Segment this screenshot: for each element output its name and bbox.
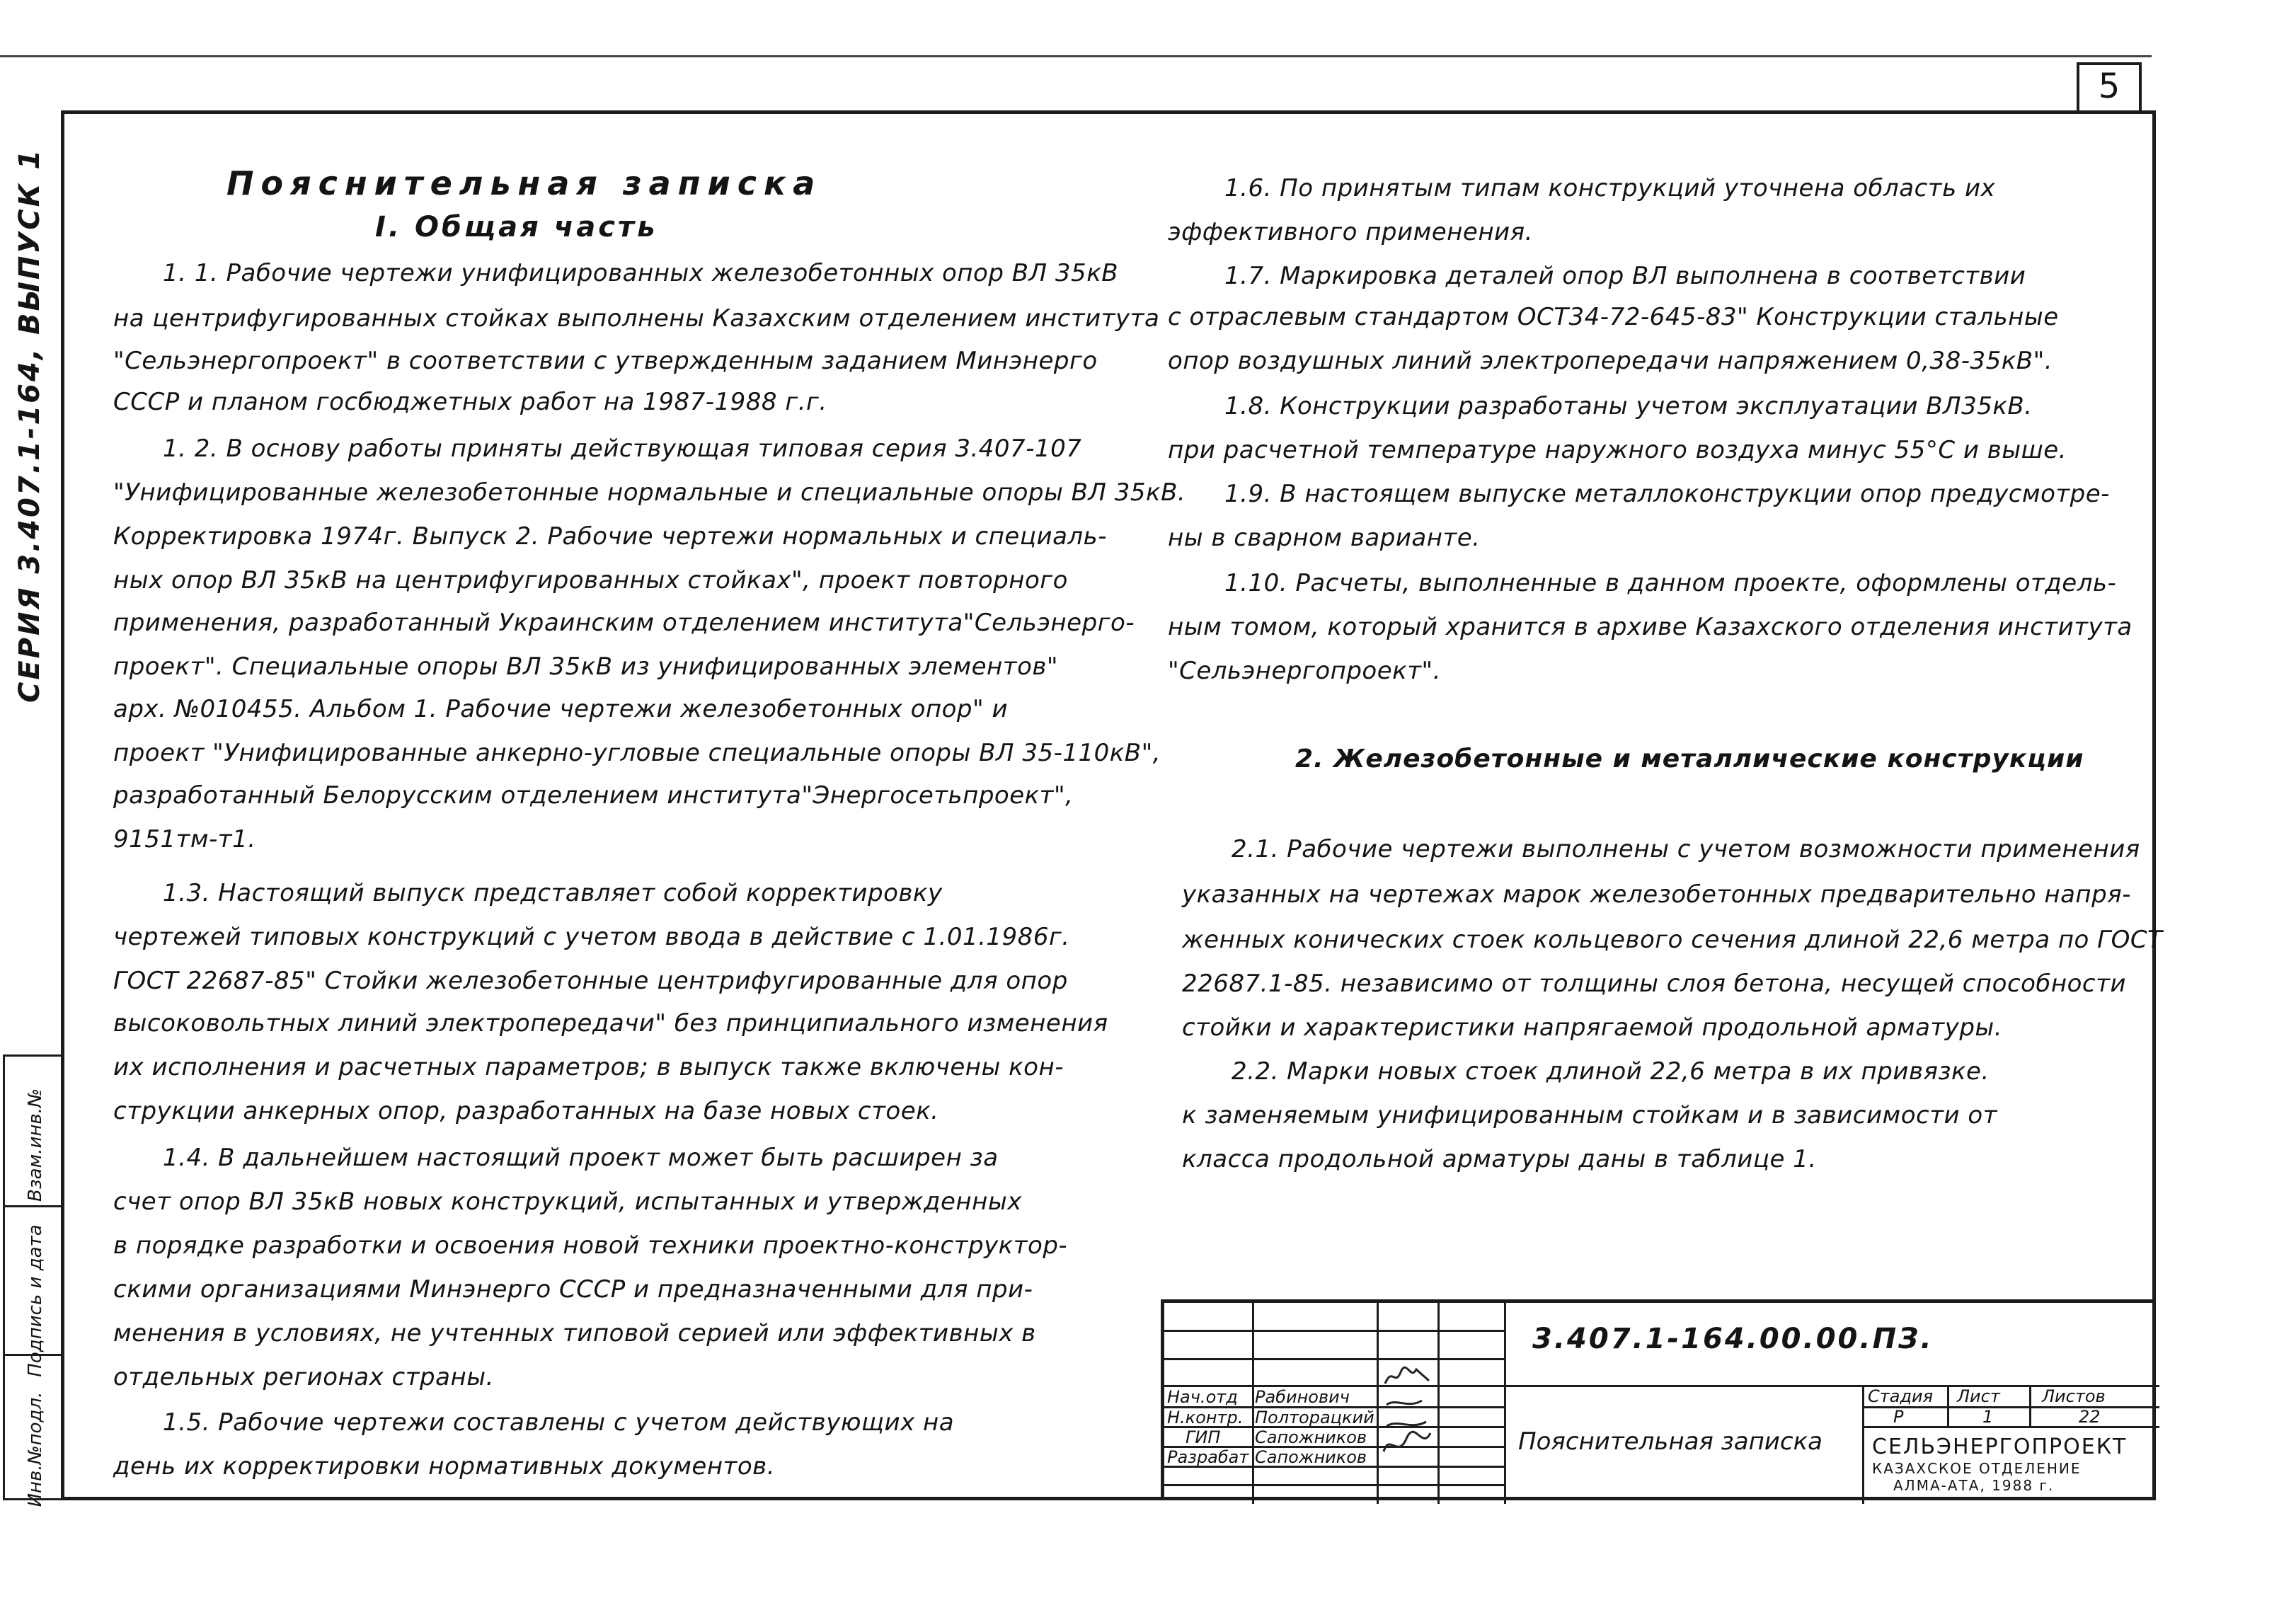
text-line: 1.5. Рабочие чертежи составлены с учетом действующих на bbox=[163, 1408, 955, 1437]
text-line: чертежей типовых конструкций с учетом ввода в действие с 1.01.1986г. bbox=[113, 923, 1070, 951]
stage-value: Р bbox=[1893, 1407, 1904, 1427]
text-line: к заменяемым унифицированным стойкам и в зависимости от bbox=[1182, 1101, 1998, 1129]
text-line: 22687.1-85. независимо от толщины слоя бетона, несущей способности bbox=[1182, 970, 2127, 998]
text-line: 1.3. Настоящий выпуск представляет собой корректировку bbox=[163, 879, 943, 907]
side-stamp-signature: Подпись и дата bbox=[25, 1224, 46, 1377]
text-line: на центрифугированных стойках выполнены Казахским отделением института bbox=[113, 304, 1160, 333]
section2-title: 2. Железобетонные и металлические конструкции bbox=[1295, 745, 2084, 774]
role-label: Нач.отд bbox=[1167, 1387, 1238, 1407]
side-stamp-inv: Инв.№подл. bbox=[25, 1391, 46, 1507]
side-stamp-divider bbox=[5, 1205, 62, 1207]
sheet-number-box bbox=[2077, 62, 2142, 110]
text-line: Корректировка 1974г. Выпуск 2. Рабочие чертежи нормальных и специаль- bbox=[113, 522, 1107, 551]
text-line: день их корректировки нормативных документов. bbox=[113, 1452, 776, 1481]
text-line: 1.4. В дальнейшем настоящий проект может быть расширен за bbox=[163, 1144, 999, 1172]
stage-label: Стадия bbox=[1868, 1386, 1934, 1406]
text-line: проект". Специальные опоры ВЛ 35кВ из унифицированных элементов" bbox=[113, 653, 1059, 681]
sheet-label: Лист bbox=[1957, 1386, 2000, 1406]
doc-name: Пояснительная записка bbox=[1518, 1427, 1823, 1456]
role-label: Разрабат bbox=[1167, 1447, 1249, 1467]
text-line: "Сельэнергопроект". bbox=[1168, 657, 1441, 685]
top-rule bbox=[0, 55, 2152, 57]
text-line: указанных на чертежах марок железобетонных предварительно напря- bbox=[1182, 880, 2131, 909]
text-line: СССР и планом госбюджетных работ на 1987-1988 г.г. bbox=[113, 388, 827, 416]
text-line: проект "Унифицированные анкерно-угловые специальные опоры ВЛ 35-110кВ", bbox=[113, 739, 1161, 767]
text-line: 1.7. Маркировка деталей опор ВЛ выполнена в соответствии bbox=[1224, 262, 2026, 290]
signatures bbox=[1379, 1360, 1436, 1466]
text-line: ны в сварном варианте. bbox=[1168, 524, 1481, 552]
side-stamp-replace: Взам.инв.№ bbox=[25, 1088, 46, 1202]
text-line: ным томом, который хранится в архиве Казахского отделения института bbox=[1168, 613, 2133, 641]
text-line: "Сельэнергопроект" в соответствии с утвержденным заданием Минэнерго bbox=[113, 347, 1098, 375]
text-line: в порядке разработки и освоения новой техники проектно-конструктор- bbox=[113, 1231, 1068, 1260]
text-line: класса продольной арматуры даны в таблице 1. bbox=[1182, 1145, 1817, 1173]
series-vertical-label: СЕРИЯ 3.407.1-164, ВЫПУСК 1 bbox=[13, 147, 46, 703]
role-person: Рабинович bbox=[1255, 1387, 1350, 1407]
org-name: СЕЛЬЭНЕРГОПРОЕКТ bbox=[1872, 1435, 2128, 1459]
text-line: разработанный Белорусским отделением института"Энергосетьпроект", bbox=[113, 781, 1074, 810]
text-line: 2.2. Марки новых стоек длиной 22,6 метра в их привязке. bbox=[1232, 1057, 1990, 1086]
text-line: 1.10. Расчеты, выполненные в данном проекте, оформлены отдель- bbox=[1224, 569, 2117, 597]
text-line: струкции анкерных опор, разработанных на базе новых стоек. bbox=[113, 1097, 939, 1125]
sheets-value: 22 bbox=[2079, 1407, 2101, 1427]
text-line: отдельных регионах страны. bbox=[113, 1363, 494, 1391]
text-line: счет опор ВЛ 35кВ новых конструкций, испытанных и утвержденных bbox=[113, 1188, 1022, 1216]
role-person: Полторацкий bbox=[1255, 1408, 1374, 1427]
text-line: 1. 2. В основу работы приняты действующая типовая серия 3.407-107 bbox=[163, 435, 1082, 463]
role-person: Сапожников bbox=[1255, 1447, 1367, 1467]
side-stamp bbox=[3, 1054, 64, 1507]
text-line: эффективного применения. bbox=[1168, 218, 1533, 246]
text-line: при расчетной температуре наружного воздуха минус 55°С и выше. bbox=[1168, 436, 2067, 464]
section1-title: I. Общая часть bbox=[375, 211, 658, 243]
text-line: 1.8. Конструкции разработаны учетом эксплуатации ВЛ35кВ. bbox=[1224, 392, 2033, 420]
text-line: опор воздушных линий электропередачи напряжением 0,38-35кВ". bbox=[1168, 347, 2053, 375]
doc-code: 3.407.1-164.00.00.ПЗ. bbox=[1532, 1323, 1934, 1355]
text-line: применения, разработанный Украинским отделением института"Сельэнерго- bbox=[113, 609, 1135, 637]
text-line: высоковольтных линий электропередачи" без принципиального изменения bbox=[113, 1009, 1108, 1037]
role-person: Сапожников bbox=[1255, 1427, 1367, 1447]
role-label: ГИП bbox=[1186, 1427, 1221, 1447]
text-line: скими организациями Минэнерго СССР и предназначенными для при- bbox=[113, 1275, 1033, 1304]
text-line: 2.1. Рабочие чертежи выполнены с учетом возможности применения bbox=[1232, 835, 2140, 863]
text-line: их исполнения и расчетных параметров; в выпуск также включены кон- bbox=[113, 1053, 1064, 1081]
text-line: стойки и характеристики напрягаемой продольной арматуры. bbox=[1182, 1013, 2003, 1042]
text-line: ных опор ВЛ 35кВ на центрифугированных стойках", проект повторного bbox=[113, 566, 1068, 594]
text-line: менения в условиях, не учтенных типовой серией или эффективных в bbox=[113, 1319, 1036, 1347]
text-line: женных конических стоек кольцевого сечения длиной 22,6 метра по ГОСТ bbox=[1182, 926, 2163, 954]
text-line: 1.9. В настоящем выпуске металлоконструкции опор предусмотре- bbox=[1224, 480, 2110, 508]
doc-title: Пояснительная записка bbox=[226, 164, 822, 202]
role-label: Н.контр. bbox=[1167, 1408, 1244, 1427]
side-stamp-divider bbox=[5, 1354, 62, 1356]
text-line: с отраслевым стандартом ОСТ34-72-645-83" Конструкции стальные bbox=[1168, 303, 2059, 331]
title-block bbox=[1161, 1299, 2156, 1500]
sheet-value: 1 bbox=[1982, 1407, 1994, 1427]
text-line: арх. №010455. Альбом 1. Рабочие чертежи железобетонных опор" и bbox=[113, 695, 1009, 723]
org-dept: КАЗАХСКОЕ ОТДЕЛЕНИЕ bbox=[1872, 1460, 2082, 1477]
text-line: "Унифицированные железобетонные нормальные и специальные опоры ВЛ 35кВ. bbox=[113, 478, 1186, 507]
text-line: ГОСТ 22687-85" Стойки железобетонные центрифугированные для опор bbox=[113, 967, 1068, 995]
org-city: АЛМА-АТА, 1988 г. bbox=[1893, 1477, 2055, 1494]
text-line: 1. 1. Рабочие чертежи унифицированных железобетонных опор ВЛ 35кВ bbox=[163, 259, 1119, 287]
text-line: 9151тм-т1. bbox=[113, 825, 256, 853]
sheet-number: 5 bbox=[2098, 67, 2120, 106]
text-line: 1.6. По принятым типам конструкций уточнена область их bbox=[1224, 174, 1996, 202]
sheets-label: Листов bbox=[2042, 1386, 2106, 1406]
